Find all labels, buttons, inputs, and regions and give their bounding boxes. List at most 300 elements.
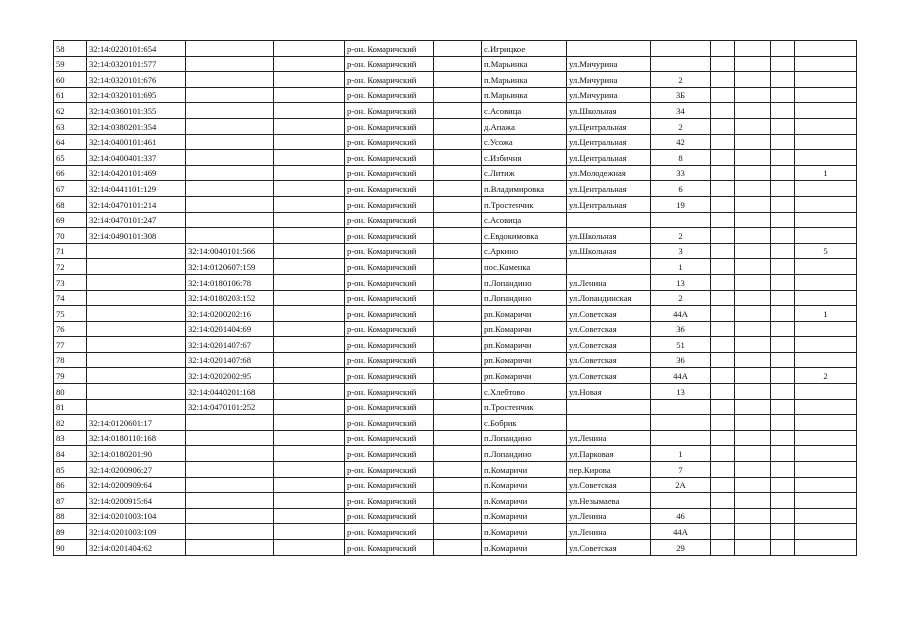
cadastral-number-cell: 32:14:0360101:355 bbox=[87, 103, 186, 119]
house-number-cell bbox=[651, 399, 711, 415]
district-cell: р-он. Комаричский bbox=[345, 259, 434, 275]
extra-cell bbox=[771, 259, 795, 275]
street-cell: ул.Советская bbox=[567, 337, 651, 353]
extra-cell bbox=[711, 56, 735, 72]
extra-cell bbox=[735, 415, 771, 431]
cadastral-number-cell: 32:14:0201003:104 bbox=[87, 508, 186, 524]
extra-cell bbox=[735, 103, 771, 119]
cadastral-number-cell bbox=[87, 321, 186, 337]
extra-cell bbox=[771, 118, 795, 134]
empty-cell bbox=[434, 228, 482, 244]
extra-cell bbox=[735, 259, 771, 275]
row-number-cell: 58 bbox=[54, 41, 87, 57]
extra-cell bbox=[771, 41, 795, 57]
table-row bbox=[54, 306, 857, 322]
table-row bbox=[54, 56, 857, 72]
row-number-cell: 62 bbox=[54, 103, 87, 119]
district-cell: р-он. Комаричский bbox=[345, 103, 434, 119]
empty-cell bbox=[274, 41, 345, 57]
district-cell: р-он. Комаричский bbox=[345, 134, 434, 150]
extra-cell bbox=[735, 524, 771, 540]
house-number-cell bbox=[651, 212, 711, 228]
empty-cell bbox=[434, 41, 482, 57]
empty-cell bbox=[434, 508, 482, 524]
house-number-cell: 7 bbox=[651, 462, 711, 478]
cadastral-number-2-cell bbox=[186, 540, 274, 556]
extra-cell bbox=[711, 493, 735, 509]
table-row bbox=[54, 259, 857, 275]
extra-cell bbox=[771, 368, 795, 384]
count-cell bbox=[795, 384, 857, 400]
extra-cell bbox=[771, 540, 795, 556]
empty-cell bbox=[274, 212, 345, 228]
cadastral-number-cell bbox=[87, 352, 186, 368]
extra-cell bbox=[771, 384, 795, 400]
extra-cell bbox=[735, 321, 771, 337]
count-cell bbox=[795, 415, 857, 431]
district-cell: р-он. Комаричский bbox=[345, 462, 434, 478]
house-number-cell: 36 bbox=[651, 321, 711, 337]
cadastral-number-cell: 32:14:0120601:17 bbox=[87, 415, 186, 431]
empty-cell bbox=[274, 243, 345, 259]
row-number-cell: 69 bbox=[54, 212, 87, 228]
extra-cell bbox=[711, 524, 735, 540]
street-cell: ул.Советская bbox=[567, 477, 651, 493]
house-number-cell: 13 bbox=[651, 274, 711, 290]
row-number-cell: 87 bbox=[54, 493, 87, 509]
street-cell: ул.Советская bbox=[567, 540, 651, 556]
extra-cell bbox=[711, 430, 735, 446]
row-number-cell: 60 bbox=[54, 72, 87, 88]
table-row bbox=[54, 212, 857, 228]
settlement-cell: п.Марьинка bbox=[482, 72, 567, 88]
cadastral-number-2-cell bbox=[186, 181, 274, 197]
row-number-cell: 59 bbox=[54, 56, 87, 72]
empty-cell bbox=[434, 477, 482, 493]
street-cell: ул.Центральная bbox=[567, 118, 651, 134]
settlement-cell: с.Избичня bbox=[482, 150, 567, 166]
extra-cell bbox=[735, 274, 771, 290]
house-number-cell: 6 bbox=[651, 181, 711, 197]
extra-cell bbox=[735, 508, 771, 524]
house-number-cell: 44А bbox=[651, 368, 711, 384]
empty-cell bbox=[434, 134, 482, 150]
row-number-cell: 88 bbox=[54, 508, 87, 524]
settlement-cell: рп.Комаричи bbox=[482, 306, 567, 322]
row-number-cell: 82 bbox=[54, 415, 87, 431]
empty-cell bbox=[274, 540, 345, 556]
extra-cell bbox=[711, 462, 735, 478]
row-number-cell: 66 bbox=[54, 165, 87, 181]
empty-cell bbox=[434, 337, 482, 353]
settlement-cell: с.Игрицкое bbox=[482, 41, 567, 57]
table-row bbox=[54, 540, 857, 556]
empty-cell bbox=[434, 87, 482, 103]
empty-cell bbox=[434, 399, 482, 415]
extra-cell bbox=[735, 56, 771, 72]
house-number-cell: 2 bbox=[651, 228, 711, 244]
empty-cell bbox=[274, 415, 345, 431]
extra-cell bbox=[735, 462, 771, 478]
empty-cell bbox=[434, 118, 482, 134]
count-cell bbox=[795, 508, 857, 524]
extra-cell bbox=[711, 41, 735, 57]
extra-cell bbox=[735, 477, 771, 493]
district-cell: р-он. Комаричский bbox=[345, 290, 434, 306]
extra-cell bbox=[711, 196, 735, 212]
cadastral-number-cell bbox=[87, 274, 186, 290]
empty-cell bbox=[434, 274, 482, 290]
settlement-cell: рп.Комаричи bbox=[482, 321, 567, 337]
settlement-cell: с.Аркино bbox=[482, 243, 567, 259]
extra-cell bbox=[711, 87, 735, 103]
table-row bbox=[54, 462, 857, 478]
empty-cell bbox=[434, 430, 482, 446]
settlement-cell: п.Комаричи bbox=[482, 540, 567, 556]
empty-cell bbox=[434, 368, 482, 384]
district-cell: р-он. Комаричский bbox=[345, 228, 434, 244]
settlement-cell: рп.Комаричи bbox=[482, 368, 567, 384]
street-cell: ул.Лопандинская bbox=[567, 290, 651, 306]
extra-cell bbox=[735, 228, 771, 244]
house-number-cell bbox=[651, 56, 711, 72]
extra-cell bbox=[771, 430, 795, 446]
house-number-cell: 2А bbox=[651, 477, 711, 493]
empty-cell bbox=[274, 477, 345, 493]
district-cell: р-он. Комаричский bbox=[345, 196, 434, 212]
district-cell: р-он. Комаричский bbox=[345, 337, 434, 353]
empty-cell bbox=[274, 430, 345, 446]
district-cell: р-он. Комаричский bbox=[345, 540, 434, 556]
empty-cell bbox=[274, 306, 345, 322]
extra-cell bbox=[771, 446, 795, 462]
cadastral-number-cell bbox=[87, 384, 186, 400]
table-row bbox=[54, 321, 857, 337]
settlement-cell: п.Комаричи bbox=[482, 524, 567, 540]
empty-cell bbox=[434, 165, 482, 181]
settlement-cell: с.Хлебтово bbox=[482, 384, 567, 400]
table-row bbox=[54, 181, 857, 197]
cadastral-number-cell: 32:14:0320101:695 bbox=[87, 87, 186, 103]
count-cell bbox=[795, 259, 857, 275]
extra-cell bbox=[711, 540, 735, 556]
row-number-cell: 90 bbox=[54, 540, 87, 556]
extra-cell bbox=[735, 196, 771, 212]
extra-cell bbox=[735, 446, 771, 462]
extra-cell bbox=[771, 56, 795, 72]
district-cell: р-он. Комаричский bbox=[345, 477, 434, 493]
empty-cell bbox=[274, 290, 345, 306]
extra-cell bbox=[735, 352, 771, 368]
empty-cell bbox=[434, 103, 482, 119]
street-cell: ул.Ленина bbox=[567, 274, 651, 290]
empty-cell bbox=[274, 228, 345, 244]
cadastral-number-2-cell bbox=[186, 118, 274, 134]
cadastral-number-cell: 32:14:0201404:62 bbox=[87, 540, 186, 556]
empty-cell bbox=[274, 399, 345, 415]
district-cell: р-он. Комаричский bbox=[345, 446, 434, 462]
empty-cell bbox=[434, 259, 482, 275]
cadastral-number-2-cell: 32:14:0201407:67 bbox=[186, 337, 274, 353]
extra-cell bbox=[771, 477, 795, 493]
extra-cell bbox=[735, 430, 771, 446]
extra-cell bbox=[771, 290, 795, 306]
empty-cell bbox=[274, 87, 345, 103]
count-cell bbox=[795, 134, 857, 150]
street-cell: ул.Школьная bbox=[567, 228, 651, 244]
settlement-cell: п.Комаричи bbox=[482, 477, 567, 493]
extra-cell bbox=[711, 212, 735, 228]
table-row bbox=[54, 243, 857, 259]
empty-cell bbox=[274, 384, 345, 400]
settlement-cell: с.Усожа bbox=[482, 134, 567, 150]
empty-cell bbox=[434, 290, 482, 306]
extra-cell bbox=[735, 87, 771, 103]
extra-cell bbox=[771, 243, 795, 259]
cadastral-number-2-cell bbox=[186, 493, 274, 509]
settlement-cell: п.Комаричи bbox=[482, 462, 567, 478]
cadastral-number-2-cell bbox=[186, 212, 274, 228]
cadastral-number-2-cell bbox=[186, 134, 274, 150]
district-cell: р-он. Комаричский bbox=[345, 181, 434, 197]
table-row bbox=[54, 415, 857, 431]
settlement-cell: д.Апажа bbox=[482, 118, 567, 134]
empty-cell bbox=[434, 415, 482, 431]
empty-cell bbox=[434, 72, 482, 88]
house-number-cell: 2 bbox=[651, 290, 711, 306]
extra-cell bbox=[771, 165, 795, 181]
district-cell: р-он. Комаричский bbox=[345, 212, 434, 228]
count-cell bbox=[795, 430, 857, 446]
table-row bbox=[54, 524, 857, 540]
house-number-cell: 8 bbox=[651, 150, 711, 166]
cadastral-number-cell bbox=[87, 368, 186, 384]
street-cell bbox=[567, 212, 651, 228]
district-cell: р-он. Комаричский bbox=[345, 384, 434, 400]
extra-cell bbox=[735, 134, 771, 150]
house-number-cell: 3 bbox=[651, 243, 711, 259]
house-number-cell: 2 bbox=[651, 118, 711, 134]
district-cell: р-он. Комаричский bbox=[345, 87, 434, 103]
house-number-cell bbox=[651, 493, 711, 509]
extra-cell bbox=[711, 259, 735, 275]
cadastral-number-2-cell: 32:14:0201404:69 bbox=[186, 321, 274, 337]
extra-cell bbox=[711, 368, 735, 384]
registry-body bbox=[54, 41, 857, 556]
count-cell: 2 bbox=[795, 368, 857, 384]
extra-cell bbox=[711, 118, 735, 134]
extra-cell bbox=[771, 72, 795, 88]
empty-cell bbox=[434, 384, 482, 400]
settlement-cell: п.Лопандино bbox=[482, 446, 567, 462]
street-cell: ул.Ленина bbox=[567, 430, 651, 446]
count-cell bbox=[795, 446, 857, 462]
settlement-cell: п.Комаричи bbox=[482, 508, 567, 524]
cadastral-number-2-cell bbox=[186, 165, 274, 181]
cadastral-number-cell: 32:14:0180201:90 bbox=[87, 446, 186, 462]
house-number-cell: 2 bbox=[651, 72, 711, 88]
row-number-cell: 73 bbox=[54, 274, 87, 290]
extra-cell bbox=[771, 134, 795, 150]
house-number-cell: 44А bbox=[651, 306, 711, 322]
district-cell: р-он. Комаричский bbox=[345, 368, 434, 384]
extra-cell bbox=[711, 243, 735, 259]
empty-cell bbox=[434, 462, 482, 478]
cadastral-number-cell: 32:14:0400401:337 bbox=[87, 150, 186, 166]
row-number-cell: 80 bbox=[54, 384, 87, 400]
extra-cell bbox=[711, 306, 735, 322]
extra-cell bbox=[711, 181, 735, 197]
house-number-cell: 19 bbox=[651, 196, 711, 212]
table-row bbox=[54, 72, 857, 88]
district-cell: р-он. Комаричский bbox=[345, 56, 434, 72]
row-number-cell: 74 bbox=[54, 290, 87, 306]
house-number-cell: 3Б bbox=[651, 87, 711, 103]
table-row bbox=[54, 399, 857, 415]
street-cell: ул.Советская bbox=[567, 352, 651, 368]
table-row bbox=[54, 337, 857, 353]
empty-cell bbox=[274, 321, 345, 337]
table-row bbox=[54, 493, 857, 509]
empty-cell bbox=[434, 196, 482, 212]
count-cell bbox=[795, 56, 857, 72]
cadastral-number-2-cell bbox=[186, 430, 274, 446]
extra-cell bbox=[711, 228, 735, 244]
cadastral-number-cell bbox=[87, 290, 186, 306]
street-cell: ул.Центральная bbox=[567, 134, 651, 150]
empty-cell bbox=[434, 212, 482, 228]
settlement-cell: п.Комаричи bbox=[482, 493, 567, 509]
extra-cell bbox=[735, 72, 771, 88]
count-cell bbox=[795, 290, 857, 306]
count-cell bbox=[795, 41, 857, 57]
empty-cell bbox=[434, 181, 482, 197]
table-row bbox=[54, 41, 857, 57]
count-cell bbox=[795, 540, 857, 556]
extra-cell bbox=[711, 399, 735, 415]
cadastral-number-2-cell: 32:14:0120607:159 bbox=[186, 259, 274, 275]
row-number-cell: 75 bbox=[54, 306, 87, 322]
cadastral-number-cell: 32:14:0200909:64 bbox=[87, 477, 186, 493]
cadastral-number-2-cell: 32:14:0440201:168 bbox=[186, 384, 274, 400]
cadastral-number-2-cell bbox=[186, 41, 274, 57]
empty-cell bbox=[274, 524, 345, 540]
empty-cell bbox=[434, 352, 482, 368]
row-number-cell: 89 bbox=[54, 524, 87, 540]
settlement-cell: п.Марьинка bbox=[482, 87, 567, 103]
extra-cell bbox=[711, 290, 735, 306]
district-cell: р-он. Комаричский bbox=[345, 72, 434, 88]
district-cell: р-он. Комаричский bbox=[345, 118, 434, 134]
cadastral-number-cell: 32:14:0200915:64 bbox=[87, 493, 186, 509]
count-cell bbox=[795, 103, 857, 119]
table-row bbox=[54, 118, 857, 134]
extra-cell bbox=[711, 352, 735, 368]
count-cell bbox=[795, 462, 857, 478]
cadastral-number-2-cell bbox=[186, 477, 274, 493]
street-cell bbox=[567, 415, 651, 431]
cadastral-number-cell: 32:14:0200906:27 bbox=[87, 462, 186, 478]
row-number-cell: 86 bbox=[54, 477, 87, 493]
settlement-cell: п.Тростенчик bbox=[482, 399, 567, 415]
table-row bbox=[54, 87, 857, 103]
cadastral-number-2-cell: 32:14:0180203:152 bbox=[186, 290, 274, 306]
extra-cell bbox=[771, 352, 795, 368]
settlement-cell: п.Марьинка bbox=[482, 56, 567, 72]
count-cell bbox=[795, 274, 857, 290]
cadastral-number-cell: 32:14:0490101:308 bbox=[87, 228, 186, 244]
cadastral-number-2-cell: 32:14:0200202:16 bbox=[186, 306, 274, 322]
empty-cell bbox=[434, 524, 482, 540]
empty-cell bbox=[274, 462, 345, 478]
empty-cell bbox=[274, 508, 345, 524]
cadastral-number-2-cell bbox=[186, 524, 274, 540]
count-cell bbox=[795, 352, 857, 368]
cadastral-number-2-cell: 32:14:0202002:95 bbox=[186, 368, 274, 384]
street-cell: ул.Ленина bbox=[567, 524, 651, 540]
empty-cell bbox=[274, 103, 345, 119]
district-cell: р-он. Комаричский bbox=[345, 493, 434, 509]
extra-cell bbox=[735, 368, 771, 384]
empty-cell bbox=[434, 150, 482, 166]
extra-cell bbox=[735, 399, 771, 415]
table-row bbox=[54, 446, 857, 462]
street-cell: ул.Мичурина bbox=[567, 56, 651, 72]
empty-cell bbox=[274, 196, 345, 212]
extra-cell bbox=[735, 150, 771, 166]
extra-cell bbox=[735, 165, 771, 181]
empty-cell bbox=[434, 540, 482, 556]
street-cell: ул.Незымаева bbox=[567, 493, 651, 509]
row-number-cell: 72 bbox=[54, 259, 87, 275]
extra-cell bbox=[735, 384, 771, 400]
cadastral-number-cell: 32:14:0470101:247 bbox=[87, 212, 186, 228]
settlement-cell: п.Лопандино bbox=[482, 274, 567, 290]
cadastral-number-cell: 32:14:0320101:577 bbox=[87, 56, 186, 72]
extra-cell bbox=[735, 540, 771, 556]
cadastral-number-cell: 32:14:0180110:168 bbox=[87, 430, 186, 446]
cadastral-number-2-cell bbox=[186, 508, 274, 524]
extra-cell bbox=[711, 415, 735, 431]
settlement-cell: с.Асовица bbox=[482, 103, 567, 119]
extra-cell bbox=[771, 415, 795, 431]
cadastral-number-cell bbox=[87, 306, 186, 322]
cadastral-number-cell: 32:14:0320101:676 bbox=[87, 72, 186, 88]
row-number-cell: 77 bbox=[54, 337, 87, 353]
table-row bbox=[54, 228, 857, 244]
extra-cell bbox=[735, 212, 771, 228]
row-number-cell: 83 bbox=[54, 430, 87, 446]
street-cell bbox=[567, 259, 651, 275]
cadastral-number-2-cell bbox=[186, 56, 274, 72]
street-cell: ул.Парковая bbox=[567, 446, 651, 462]
cadastral-number-cell bbox=[87, 399, 186, 415]
street-cell: ул.Центральная bbox=[567, 150, 651, 166]
house-number-cell: 1 bbox=[651, 446, 711, 462]
empty-cell bbox=[274, 493, 345, 509]
settlement-cell: п.Тростенчик bbox=[482, 196, 567, 212]
house-number-cell: 42 bbox=[651, 134, 711, 150]
settlement-cell: п.Владимировка bbox=[482, 181, 567, 197]
extra-cell bbox=[735, 118, 771, 134]
count-cell bbox=[795, 399, 857, 415]
table-row bbox=[54, 430, 857, 446]
street-cell: ул.Мичурина bbox=[567, 72, 651, 88]
row-number-cell: 70 bbox=[54, 228, 87, 244]
extra-cell bbox=[771, 321, 795, 337]
street-cell: ул.Советская bbox=[567, 321, 651, 337]
extra-cell bbox=[735, 493, 771, 509]
